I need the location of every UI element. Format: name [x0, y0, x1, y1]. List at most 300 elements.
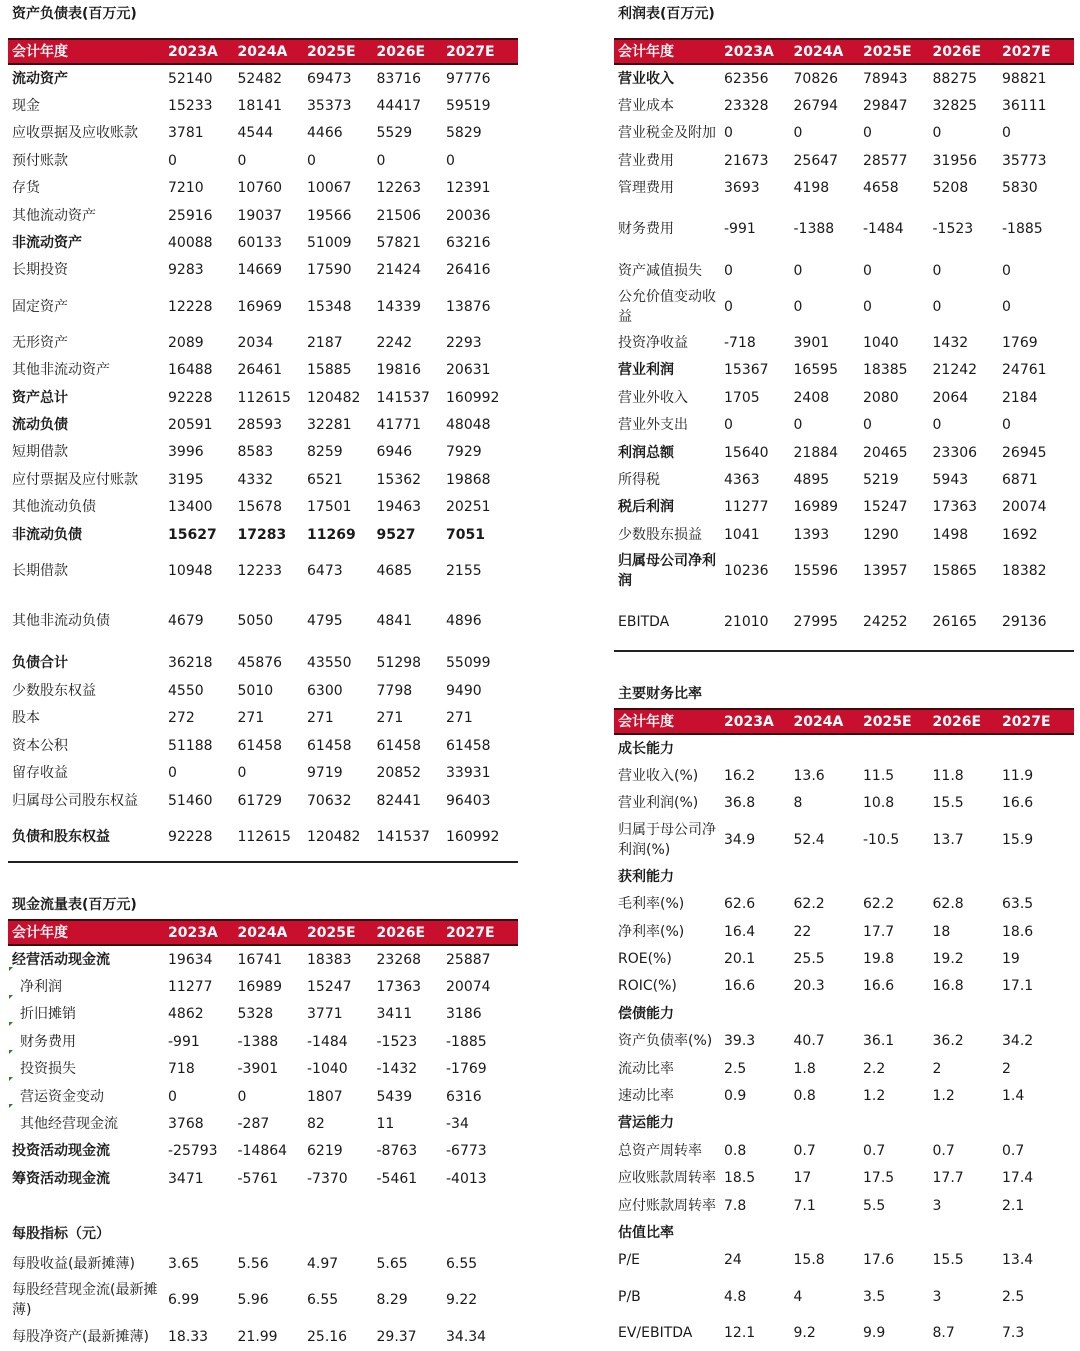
cell-value: 5208 — [932, 180, 969, 197]
row-label: 税后利润 — [618, 499, 674, 516]
row-label: 偿债能力 — [618, 1005, 674, 1022]
cell-value: 15.9 — [1002, 832, 1034, 849]
cell-value: 15.8 — [793, 1252, 825, 1269]
row-label: 长期借款 — [12, 562, 68, 579]
header-year-2025E: 2025E — [863, 43, 912, 60]
table-row — [614, 147, 1074, 174]
cell-value: 7.1 — [793, 1197, 816, 1214]
cell-value: 4 — [793, 1288, 803, 1305]
cell-value: 61458 — [307, 737, 352, 754]
cell-value: 5219 — [863, 471, 899, 488]
row-label: 经营活动现金流 — [12, 951, 110, 968]
row-label: 留存收益 — [12, 765, 68, 782]
table-row — [614, 891, 1074, 918]
balance-sheet-title: 资产负债表(百万元) — [12, 6, 137, 22]
cell-value: 13.7 — [932, 832, 964, 849]
table-row — [8, 92, 518, 119]
cell-value: 0 — [932, 417, 942, 434]
cell-value: 83716 — [376, 70, 422, 87]
table-row — [614, 594, 1074, 649]
cell-value: 22 — [793, 923, 812, 940]
cell-value: 24252 — [863, 613, 908, 630]
cell-value: 4550 — [168, 682, 204, 699]
table-row — [614, 412, 1074, 439]
cell-value: 24761 — [1002, 362, 1047, 379]
cell-value: 36.2 — [932, 1033, 964, 1050]
cell-value: 21010 — [724, 613, 769, 630]
table-row — [8, 814, 518, 859]
table-row — [8, 946, 518, 973]
cell-value: 7.8 — [724, 1197, 747, 1214]
cell-value: 13876 — [446, 298, 491, 315]
header-year-2025E: 2025E — [307, 43, 356, 60]
cell-value: 6871 — [1002, 471, 1038, 488]
ratios-header — [614, 708, 1074, 735]
cell-value: 0.8 — [793, 1087, 816, 1104]
income-statement-body — [614, 65, 1074, 649]
table-row — [614, 762, 1074, 789]
row-label: 营业利润 — [618, 362, 674, 379]
cell-value: 2.2 — [863, 1060, 886, 1077]
table-row — [8, 411, 518, 438]
cell-value: 4466 — [307, 125, 343, 142]
cell-value: 18.5 — [724, 1170, 756, 1187]
cell-value: 29847 — [863, 98, 908, 115]
cell-value: 36.1 — [863, 1033, 895, 1050]
cell-value: 34.9 — [724, 832, 756, 849]
cell-value: 34.34 — [446, 1329, 487, 1346]
cell-value: 11.9 — [1002, 768, 1034, 785]
cell-value: -1432 — [376, 1061, 418, 1078]
cell-value: 0 — [793, 298, 803, 315]
cell-value: 0 — [168, 152, 177, 169]
table-row — [614, 494, 1074, 521]
cell-value: 27995 — [793, 613, 839, 630]
cell-value: 2 — [932, 1060, 942, 1077]
ratios-body — [614, 735, 1074, 1346]
cell-value: 7051 — [446, 526, 485, 543]
table-row — [8, 329, 518, 356]
cell-value: 70826 — [793, 70, 839, 87]
table-row — [8, 1028, 518, 1055]
table-row — [614, 1137, 1074, 1164]
table-row — [8, 493, 518, 520]
cash-flow-title: 现金流量表(百万元) — [12, 897, 137, 913]
cell-value: 2 — [1002, 1060, 1011, 1077]
cell-value: 59519 — [446, 98, 491, 115]
cell-value: 18.33 — [168, 1329, 209, 1346]
row-label: 营业外收入 — [618, 389, 688, 406]
row-label: 资产总计 — [12, 389, 68, 406]
cell-value: 0 — [168, 765, 177, 782]
table-row — [8, 1165, 518, 1192]
cell-value: 15362 — [376, 471, 422, 488]
cell-value: 15247 — [863, 499, 908, 516]
cell-value: 0 — [237, 152, 247, 169]
cell-value: 18.6 — [1002, 923, 1034, 940]
header-year-2027E: 2027E — [446, 924, 495, 941]
row-label: 利润总额 — [618, 444, 674, 461]
cell-value: 57821 — [376, 235, 422, 252]
table-row — [614, 1319, 1074, 1346]
cell-value: 112615 — [237, 828, 291, 845]
row-label: ROIC(%) — [618, 978, 677, 995]
table-row — [8, 257, 518, 284]
cell-value: 0.7 — [793, 1142, 816, 1159]
cell-value: 0 — [863, 125, 872, 142]
cell-value: 29136 — [1002, 613, 1047, 630]
row-label: 管理费用 — [618, 180, 674, 197]
cell-value: 272 — [168, 710, 195, 727]
cell-value: 34.2 — [1002, 1033, 1034, 1050]
balance-sheet-body — [8, 65, 518, 859]
cell-value: 36111 — [1002, 98, 1047, 115]
cell-value: 11269 — [307, 526, 356, 543]
cell-value: 8.7 — [932, 1324, 955, 1341]
table-row — [8, 787, 518, 814]
cell-value: -1885 — [1002, 221, 1043, 238]
cell-value: 6.55 — [446, 1255, 478, 1272]
cell-value: 17501 — [307, 499, 352, 516]
table-row — [8, 384, 518, 411]
cell-value: 4679 — [168, 612, 204, 629]
cell-value: 0 — [168, 1088, 177, 1105]
cell-value: 5529 — [376, 125, 413, 142]
cell-value: 16741 — [237, 951, 283, 968]
cell-value: 1807 — [307, 1088, 343, 1105]
cell-value: 13.6 — [793, 768, 825, 785]
cell-value: 7210 — [168, 180, 204, 197]
cell-value: 92228 — [168, 389, 213, 406]
cell-value: 60133 — [237, 235, 283, 252]
cell-value: 6946 — [376, 444, 413, 461]
header-year-2024A: 2024A — [793, 43, 844, 60]
cell-value: 21242 — [932, 362, 978, 379]
cell-value: 0 — [863, 298, 872, 315]
cell-value: 8.29 — [376, 1292, 408, 1309]
cell-value: 0 — [793, 417, 803, 434]
row-label: 资本公积 — [12, 737, 68, 754]
cell-value: 15865 — [932, 563, 978, 580]
row-label: 所得税 — [618, 471, 660, 488]
cell-value: 2.1 — [1002, 1197, 1025, 1214]
cell-value: 4198 — [793, 180, 830, 197]
cell-value: 62.6 — [724, 896, 756, 913]
table-row — [8, 548, 518, 593]
table-row — [614, 1082, 1074, 1109]
row-label: 毛利率(%) — [618, 896, 685, 913]
table-row — [8, 1110, 518, 1137]
cell-value: 13400 — [168, 499, 213, 516]
cell-value: 12233 — [237, 562, 283, 579]
cell-value: 9.9 — [863, 1324, 886, 1341]
row-label: 营业外支出 — [618, 417, 688, 434]
table-row — [614, 1274, 1074, 1319]
cell-value: 17283 — [237, 526, 287, 543]
row-label: 固定资产 — [12, 298, 68, 315]
cell-value: 0 — [932, 298, 942, 315]
cell-value: 45876 — [237, 654, 283, 671]
cell-value: 52.4 — [793, 832, 825, 849]
table-row — [614, 1028, 1074, 1055]
row-label: ROE(%) — [618, 951, 672, 968]
cell-value: 112615 — [237, 389, 291, 406]
cell-value: 20591 — [168, 416, 213, 433]
cell-value: 12263 — [376, 180, 422, 197]
cell-value: -7370 — [307, 1170, 348, 1187]
table-row — [8, 1323, 518, 1350]
cell-value: -14864 — [237, 1143, 288, 1160]
table-row — [8, 439, 518, 466]
cell-value: 0 — [793, 125, 803, 142]
cell-value: 160992 — [446, 389, 500, 406]
row-label: 流动负债 — [12, 416, 68, 433]
cell-value: 3 — [932, 1288, 942, 1305]
cell-value: -1885 — [446, 1033, 487, 1050]
cell-value: 271 — [376, 710, 404, 727]
cell-value: -5761 — [237, 1170, 279, 1187]
cell-value: 28593 — [237, 416, 283, 433]
cell-value: 39.3 — [724, 1033, 756, 1050]
table-row — [614, 548, 1074, 594]
cell-value: 19463 — [376, 499, 422, 516]
cell-value: 6521 — [307, 471, 343, 488]
cell-value: 4363 — [724, 471, 760, 488]
cell-value: 1290 — [863, 526, 899, 543]
table-row — [614, 257, 1074, 284]
cell-value: -1769 — [446, 1061, 487, 1078]
header-year-2024A: 2024A — [237, 43, 288, 60]
cell-value: 5.96 — [237, 1292, 269, 1309]
cell-value: 13957 — [863, 563, 908, 580]
cell-value: 21884 — [793, 444, 839, 461]
table-row — [8, 466, 518, 493]
cell-value: 1432 — [932, 335, 969, 352]
cell-value: 0 — [932, 125, 942, 142]
cell-value: -5461 — [376, 1170, 418, 1187]
header-label: 会计年度 — [618, 713, 674, 730]
cell-value: 0 — [863, 417, 872, 434]
cell-value: 44417 — [376, 98, 422, 115]
table-row — [614, 466, 1074, 493]
cell-value: 16.8 — [932, 978, 964, 995]
cell-value: 15247 — [307, 979, 352, 996]
cell-value: 160992 — [446, 828, 500, 845]
cell-value: 4332 — [237, 471, 274, 488]
cell-value: 4.97 — [307, 1255, 339, 1272]
row-label: 应付账款周转率 — [618, 1197, 716, 1214]
cell-value: 17.7 — [863, 923, 895, 940]
cell-value: 62.2 — [863, 896, 895, 913]
row-label: 营业利润(%) — [618, 795, 699, 812]
cell-value: 21.99 — [237, 1329, 278, 1346]
cell-value: -3901 — [237, 1061, 279, 1078]
cell-value: 17.7 — [932, 1170, 964, 1187]
cell-value: 4685 — [376, 562, 413, 579]
cell-value: 40.7 — [793, 1033, 825, 1050]
row-label: 营业费用 — [618, 152, 674, 169]
income-statement-header — [614, 38, 1074, 65]
cell-value: 5.65 — [376, 1255, 408, 1272]
cell-value: 11277 — [168, 979, 213, 996]
cell-value: 36218 — [168, 654, 213, 671]
cell-value: 9527 — [376, 526, 416, 543]
cell-value: 5328 — [237, 1006, 274, 1023]
cell-value: 26416 — [446, 262, 491, 279]
cell-value: 16.6 — [1002, 795, 1034, 812]
cell-value: 15.5 — [932, 1252, 964, 1269]
cell-value: -25793 — [168, 1143, 218, 1160]
header-year-2023A: 2023A — [168, 43, 218, 60]
cell-value: 20465 — [863, 444, 908, 461]
table-row — [614, 790, 1074, 817]
cell-value: 16.4 — [724, 923, 756, 940]
row-label: 其他非流动负债 — [12, 612, 110, 629]
cell-value: 20074 — [1002, 499, 1047, 516]
cell-value: 26794 — [793, 98, 839, 115]
cell-value: 3781 — [168, 125, 204, 142]
cell-value: 4841 — [376, 612, 413, 629]
cell-value: 4544 — [237, 125, 274, 142]
table-row — [8, 593, 518, 648]
table-row — [8, 202, 518, 229]
cell-value: 20852 — [376, 765, 422, 782]
table-row — [8, 973, 518, 1000]
cell-value: 0 — [1002, 262, 1011, 279]
cell-value: 8583 — [237, 444, 274, 461]
cell-value: 0.9 — [724, 1087, 747, 1104]
row-label: 应付票据及应付账款 — [12, 471, 138, 488]
row-label: 速动比率 — [618, 1087, 674, 1104]
cell-value: 25647 — [793, 152, 839, 169]
table-row — [614, 120, 1074, 147]
cell-value: 3996 — [168, 444, 204, 461]
row-label: 归属于母公司净利润(%) — [618, 822, 716, 859]
cell-value: 2064 — [932, 389, 969, 406]
income-statement-bottom-rule — [614, 650, 1074, 652]
cell-value: 15885 — [307, 362, 352, 379]
cell-value: 0 — [1002, 298, 1011, 315]
cell-value: 70632 — [307, 792, 352, 809]
cell-value: 141537 — [376, 389, 430, 406]
cell-value: 5050 — [237, 612, 274, 629]
cell-value: 21424 — [376, 262, 422, 279]
cell-value: 11.8 — [932, 768, 964, 785]
table-row — [614, 92, 1074, 119]
row-label: 现金 — [12, 98, 40, 115]
cell-value: 0 — [863, 262, 872, 279]
row-label: 资产负债率(%) — [618, 1033, 713, 1050]
cell-value: 5829 — [446, 125, 482, 142]
cell-value: -34 — [446, 1116, 469, 1133]
ratios-title: 主要财务比率 — [618, 686, 702, 702]
cell-value: 718 — [168, 1061, 195, 1078]
header-year-2027E: 2027E — [446, 43, 495, 60]
table-row — [8, 1001, 518, 1028]
cell-value: 17.4 — [1002, 1170, 1034, 1187]
cell-value: 5.56 — [237, 1255, 269, 1272]
cell-value: 25.16 — [307, 1329, 348, 1346]
cell-value: 25.5 — [793, 951, 825, 968]
row-label: 营业收入(%) — [618, 768, 699, 785]
cell-value: 51460 — [168, 792, 213, 809]
cell-value: 271 — [237, 710, 265, 727]
cell-value: 2408 — [793, 389, 830, 406]
cell-value: 33931 — [446, 765, 491, 782]
header-year-2025E: 2025E — [863, 713, 912, 730]
cell-value: 9283 — [168, 262, 204, 279]
table-row — [614, 1055, 1074, 1082]
cell-value: 4658 — [863, 180, 899, 197]
row-label: 估值比率 — [618, 1224, 674, 1241]
cell-value: 2184 — [1002, 389, 1038, 406]
section-row — [614, 1000, 1074, 1027]
cell-value: 0 — [237, 765, 247, 782]
header-year-2023A: 2023A — [168, 924, 218, 941]
section-row — [614, 1219, 1074, 1246]
row-label: 筹资活动现金流 — [12, 1170, 110, 1187]
cell-value: 6300 — [307, 682, 343, 699]
cell-value: 4.8 — [724, 1288, 747, 1305]
cell-value: 0 — [1002, 125, 1011, 142]
cell-value: -4013 — [446, 1170, 487, 1187]
cell-value: 61458 — [237, 737, 283, 754]
table-row — [614, 1247, 1074, 1274]
header-year-2027E: 2027E — [1002, 43, 1051, 60]
cell-value: 62.8 — [932, 896, 964, 913]
cell-value: 15233 — [168, 98, 213, 115]
cell-value: 19634 — [168, 951, 213, 968]
cell-value: 21506 — [376, 207, 422, 224]
cell-value: 18141 — [237, 98, 283, 115]
row-label: 预付账款 — [12, 152, 68, 169]
row-label: 少数股东损益 — [618, 526, 702, 543]
cell-value: 19.8 — [863, 951, 895, 968]
header-year-2024A: 2024A — [237, 924, 288, 941]
cell-value: 17 — [793, 1170, 812, 1187]
cell-value: 16.6 — [724, 978, 756, 995]
cell-value: 7929 — [446, 444, 482, 461]
header-year-2026E: 2026E — [376, 924, 426, 941]
cell-value: 40088 — [168, 235, 213, 252]
header-year-2023A: 2023A — [724, 713, 774, 730]
header-year-2026E: 2026E — [376, 43, 426, 60]
header-label: 会计年度 — [12, 43, 68, 60]
cell-value: 20.1 — [724, 951, 756, 968]
row-label: 资产减值损失 — [618, 262, 702, 279]
cell-value: 15640 — [724, 444, 769, 461]
cell-value: 3186 — [446, 1006, 482, 1023]
cell-value: 1769 — [1002, 335, 1038, 352]
cell-value: 55099 — [446, 654, 491, 671]
cell-value: 3693 — [724, 180, 760, 197]
cell-value: 16595 — [793, 362, 839, 379]
cell-value: -1484 — [307, 1033, 348, 1050]
cell-value: 271 — [446, 710, 473, 727]
table-row — [614, 329, 1074, 356]
cell-value: 78943 — [863, 70, 908, 87]
cell-value: 1705 — [724, 389, 760, 406]
cell-value: 3471 — [168, 1170, 204, 1187]
table-row — [8, 705, 518, 732]
cell-value: 82 — [307, 1116, 325, 1133]
cell-value: 18385 — [863, 362, 908, 379]
cell-value: 61729 — [237, 792, 283, 809]
balance-sheet-header — [8, 38, 518, 65]
cell-value: 15596 — [793, 563, 839, 580]
row-label: 归属母公司净利润 — [618, 553, 716, 590]
table-row — [614, 973, 1074, 1000]
